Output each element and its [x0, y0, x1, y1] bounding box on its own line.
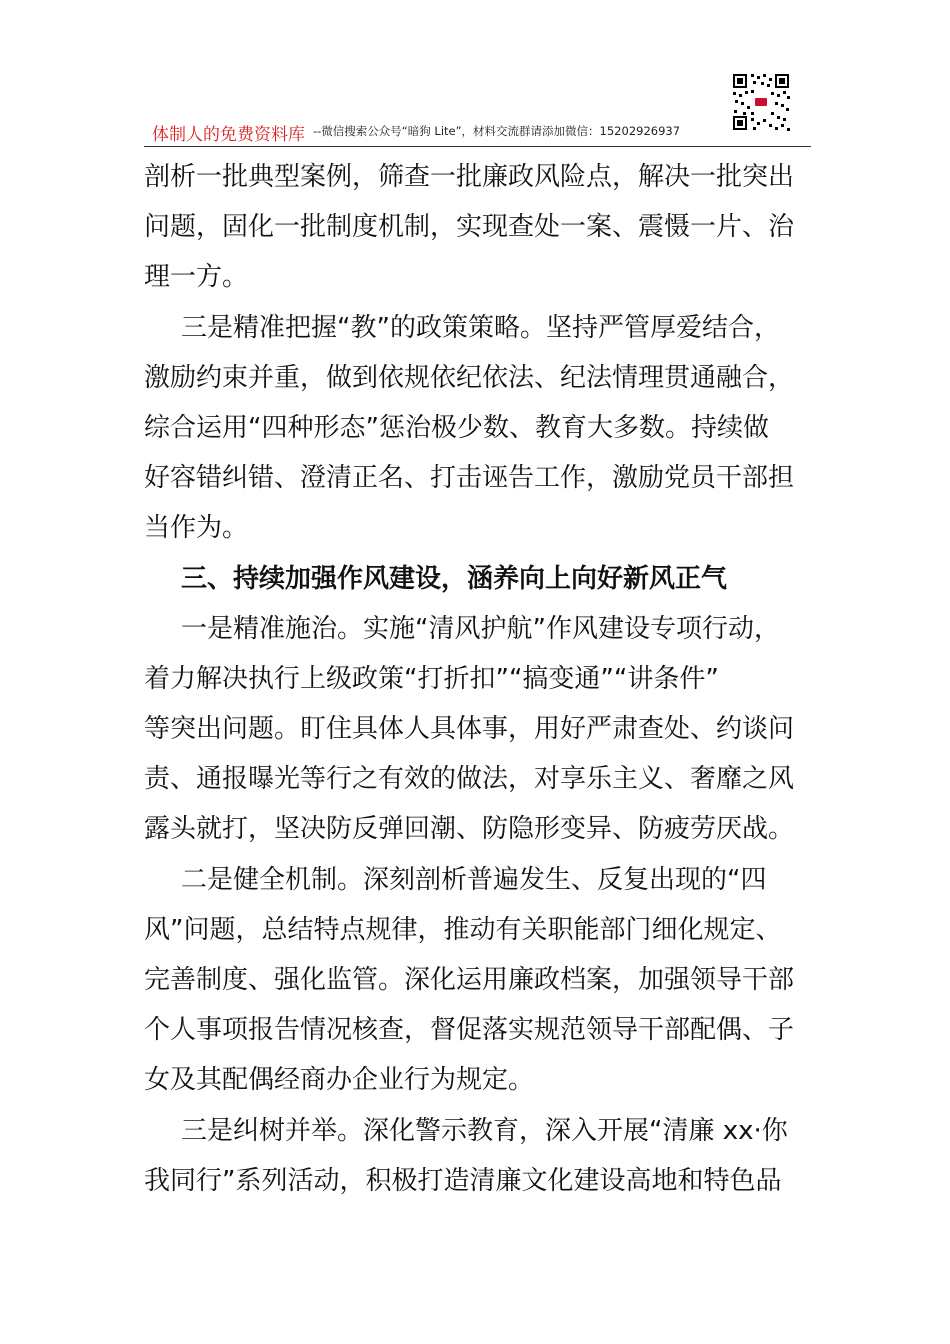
text-line: 我同行”系列活动，积极打造清廉文化建设高地和特色品 [144, 1165, 782, 1196]
text-line: 激励约束并重，做到依规依纪依法、纪法情理贯通融合， [144, 362, 795, 393]
paragraph-start-line: 二是健全机制。深刻剖析普遍发生、反复出现的“四 [181, 864, 767, 895]
text-line: 风”问题，总结特点规律，推动有关职能部门细化规定、 [144, 914, 782, 945]
text-line: 问题，固化一批制度机制，实现查处一案、震慑一片、治 [144, 212, 795, 243]
text-line: 剖析一批典型案例，筛查一批廉政风险点，解决一批突出 [144, 162, 795, 192]
section-heading: 三、持续加强作风建设，涵养向上向好新风正气 [181, 563, 728, 594]
text-line: 等突出问题。盯住具体人具体事，用好严肃查处、约谈问 [144, 714, 795, 745]
paragraph-start-line: 三是精准把握“教”的政策策略。坚持严管厚爱结合， [181, 312, 780, 343]
text-line: 完善制度、强化监管。深化运用廉政档案，加强领导干部 [144, 965, 795, 995]
text-line: 露头就打，坚决防反弹回潮、防隐形变异、防疲劳厌战。 [144, 814, 795, 845]
brand-title: 体制人的免费资料库 [152, 125, 305, 145]
text-line: 个人事项报告情况核查，督促落实规范领导干部配偶、子 [144, 1015, 795, 1046]
text-line: 综合运用“四种形态”惩治极少数、教育大多数。持续做 [144, 412, 769, 443]
paragraph-start-line: 三是纠树并举。深化警示教育，深入开展“清廉 xx·你 [181, 1115, 788, 1146]
text-line: 好容错纠错、澄清正名、打击诬告工作，激励党员干部担 [144, 463, 795, 494]
text-line: 当作为。 [144, 513, 249, 544]
text-line: 责、通报曝光等行之有效的做法，对享乐主义、奢靡之风 [144, 764, 795, 795]
text-line: 女及其配偶经商办企业行为规定。 [144, 1065, 535, 1096]
document-body [144, 152, 810, 1206]
page-header [144, 118, 811, 147]
text-line: 理一方。 [144, 262, 249, 293]
paragraph-start-line: 一是精准施治。实施“清风护航”作风建设专项行动， [181, 613, 780, 644]
text-line: 着力解决执行上级政策“打折扣”“搞变通”“讲条件” [144, 663, 719, 694]
header-subtitle: --微信搜索公众号“暗狗 Lite”，材料交流群请添加微信：15202926937 [313, 124, 681, 138]
qr-code-icon [731, 72, 791, 132]
